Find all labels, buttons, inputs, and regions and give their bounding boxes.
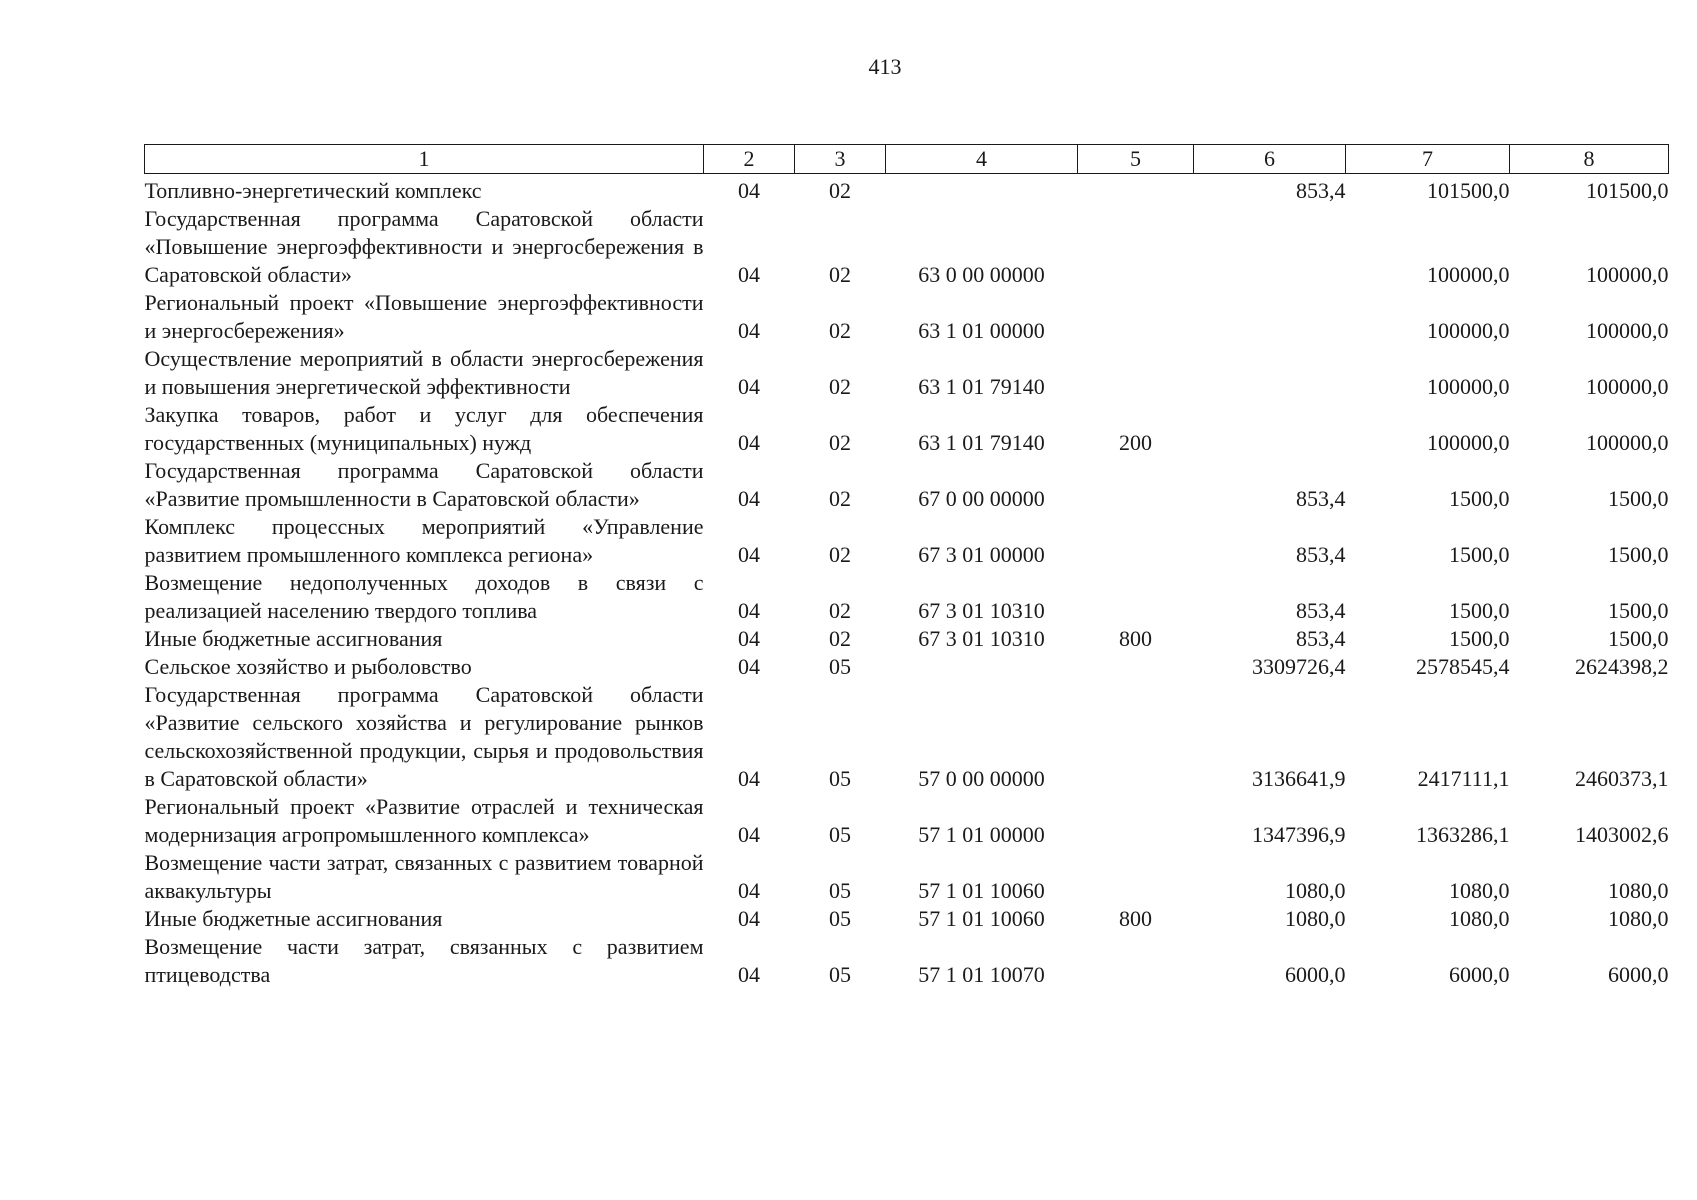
amount-col8: 1500,0 — [1608, 598, 1669, 623]
amount-col6: 853,4 — [1296, 626, 1346, 651]
subsection-code: 05 — [829, 654, 851, 679]
target-article-code: 67 3 01 00000 — [918, 542, 1045, 567]
amount-col7: 1080,0 — [1449, 878, 1510, 903]
subsection-code: 05 — [829, 878, 851, 903]
amount-col8: 100000,0 — [1586, 430, 1669, 455]
table-row — [145, 569, 1669, 625]
amount-col7: 100000,0 — [1427, 262, 1510, 287]
target-article-code: 63 1 01 79140 — [918, 374, 1045, 399]
amount-col7: 2578545,4 — [1416, 654, 1510, 679]
expense-type-code: 800 — [1119, 626, 1152, 651]
expense-type-code — [1078, 849, 1194, 905]
section-code: 04 — [738, 542, 760, 567]
expense-type-code — [1078, 793, 1194, 849]
amount-col8: 2624398,2 — [1575, 654, 1669, 679]
section-code: 04 — [738, 486, 760, 511]
section-code: 04 — [738, 626, 760, 651]
item-name: Возмещение части затрат, связанных с развитием птицеводства — [144, 934, 704, 987]
table-row — [145, 793, 1669, 849]
header-cell: 3 — [795, 145, 886, 174]
amount-col8: 100000,0 — [1586, 318, 1669, 343]
amount-col8: 6000,0 — [1608, 962, 1669, 987]
item-name: Государственная программа Саратовской области «Повышение энергоэффективности и энергосбережения в Саратовской области» — [144, 206, 704, 287]
subsection-code: 05 — [829, 962, 851, 987]
amount-col8: 100000,0 — [1586, 262, 1669, 287]
item-name: Возмещение недополученных доходов в связи с реализацией населению твердого топлива — [144, 570, 704, 623]
table-row — [145, 681, 1669, 793]
table-row — [145, 401, 1669, 457]
target-article-code: 67 3 01 10310 — [918, 626, 1045, 651]
table-row — [145, 345, 1669, 401]
amount-col8: 2460373,1 — [1575, 766, 1669, 791]
expense-type-code — [1078, 289, 1194, 345]
amount-col6: 1347396,9 — [1252, 822, 1346, 847]
amount-col6: 1080,0 — [1285, 906, 1346, 931]
subsection-code: 02 — [829, 430, 851, 455]
item-name: Возмещение части затрат, связанных с развитием товарной аквакультуры — [144, 850, 704, 903]
section-code: 04 — [738, 962, 760, 987]
header-cell: 5 — [1078, 145, 1194, 174]
section-code: 04 — [738, 822, 760, 847]
header-cell: 8 — [1510, 145, 1669, 174]
table-row — [145, 205, 1669, 289]
amount-col8: 1500,0 — [1608, 542, 1669, 567]
amount-col7: 100000,0 — [1427, 374, 1510, 399]
section-code: 04 — [738, 878, 760, 903]
amount-col7: 1500,0 — [1449, 598, 1510, 623]
amount-col6: 1080,0 — [1285, 878, 1346, 903]
item-name: Государственная программа Саратовской области «Развитие промышленности в Саратовской области» — [144, 458, 704, 511]
expense-type-code — [1078, 933, 1194, 989]
section-code: 04 — [738, 430, 760, 455]
amount-col6: 3136641,9 — [1252, 766, 1346, 791]
header-cell: 4 — [886, 145, 1078, 174]
amount-col6 — [1194, 205, 1346, 289]
header-cell: 2 — [704, 145, 795, 174]
header-cell: 6 — [1194, 145, 1346, 174]
amount-col8: 1080,0 — [1608, 878, 1669, 903]
item-name: Комплекс процессных мероприятий «Управление развитием промышленного комплекса региона» — [144, 514, 704, 567]
table-row — [145, 513, 1669, 569]
expense-type-code: 200 — [1119, 430, 1152, 455]
expense-type-code — [1078, 513, 1194, 569]
section-code: 04 — [738, 598, 760, 623]
expense-type-code — [1078, 681, 1194, 793]
subsection-code: 02 — [829, 598, 851, 623]
target-article-code: 57 0 00 00000 — [918, 766, 1045, 791]
amount-col7: 1500,0 — [1449, 626, 1510, 651]
amount-col6 — [1194, 401, 1346, 457]
section-code: 04 — [738, 262, 760, 287]
item-name: Сельское хозяйство и рыболовство — [144, 654, 472, 679]
target-article-code: 57 1 01 10060 — [918, 906, 1045, 931]
subsection-code: 02 — [829, 374, 851, 399]
budget-table — [144, 144, 1669, 989]
table-row — [145, 653, 1669, 681]
item-name: Региональный проект «Повышение энергоэффективности и энергосбережения» — [144, 290, 704, 343]
target-article-code: 57 1 01 10070 — [918, 962, 1045, 987]
target-article-code: 67 3 01 10310 — [918, 598, 1045, 623]
column-number-header — [145, 145, 1669, 174]
amount-col6: 6000,0 — [1285, 962, 1346, 987]
amount-col7: 100000,0 — [1427, 430, 1510, 455]
item-name: Иные бюджетные ассигнования — [144, 626, 443, 651]
item-name: Иные бюджетные ассигнования — [144, 906, 443, 931]
amount-col6 — [1194, 345, 1346, 401]
subsection-code: 05 — [829, 766, 851, 791]
item-name: Закупка товаров, работ и услуг для обеспечения государственных (муниципальных) нужд — [144, 402, 704, 455]
table-row — [145, 625, 1669, 653]
subsection-code: 02 — [829, 486, 851, 511]
amount-col8: 1500,0 — [1608, 486, 1669, 511]
subsection-code: 02 — [829, 318, 851, 343]
amount-col6: 853,4 — [1296, 542, 1346, 567]
expense-type-code — [1078, 569, 1194, 625]
expense-type-code: 800 — [1119, 906, 1152, 931]
section-code: 04 — [738, 318, 760, 343]
subsection-code: 02 — [829, 626, 851, 651]
target-article-code: 63 1 01 00000 — [918, 318, 1045, 343]
expense-type-code — [1078, 174, 1194, 206]
expense-type-code — [1078, 205, 1194, 289]
target-article-code: 67 0 00 00000 — [918, 486, 1045, 511]
table-row — [145, 457, 1669, 513]
table-row — [145, 849, 1669, 905]
amount-col7: 6000,0 — [1449, 962, 1510, 987]
amount-col7: 2417111,1 — [1417, 766, 1510, 791]
subsection-code: 02 — [829, 178, 851, 203]
page-number: 413 — [868, 54, 902, 79]
section-code: 04 — [738, 766, 760, 791]
amount-col7: 101500,0 — [1427, 178, 1510, 203]
amount-col8: 101500,0 — [1586, 178, 1669, 203]
target-article-code: 63 0 00 00000 — [918, 262, 1045, 287]
table-row — [145, 289, 1669, 345]
subsection-code: 02 — [829, 542, 851, 567]
section-code: 04 — [738, 178, 760, 203]
amount-col7: 1500,0 — [1449, 486, 1510, 511]
amount-col6: 853,4 — [1296, 178, 1346, 203]
target-article-code — [886, 174, 1078, 206]
amount-col8: 1080,0 — [1608, 906, 1669, 931]
amount-col6: 853,4 — [1296, 486, 1346, 511]
target-article-code — [886, 653, 1078, 681]
amount-col7: 1363286,1 — [1416, 822, 1510, 847]
expense-type-code — [1078, 457, 1194, 513]
header-cell: 7 — [1346, 145, 1510, 174]
section-code: 04 — [738, 654, 760, 679]
amount-col8: 100000,0 — [1586, 374, 1669, 399]
amount-col6: 3309726,4 — [1252, 654, 1346, 679]
item-name: Региональный проект «Развитие отраслей и техническая модернизация агропромышленного комплекса» — [144, 794, 704, 847]
section-code: 04 — [738, 906, 760, 931]
table-row — [145, 933, 1669, 989]
header-cell: 1 — [145, 145, 704, 174]
subsection-code: 05 — [829, 906, 851, 931]
table-row — [145, 174, 1669, 206]
section-code: 04 — [738, 374, 760, 399]
amount-col6 — [1194, 289, 1346, 345]
target-article-code: 57 1 01 00000 — [918, 822, 1045, 847]
target-article-code: 63 1 01 79140 — [918, 430, 1045, 455]
amount-col7: 1080,0 — [1449, 906, 1510, 931]
amount-col8: 1500,0 — [1608, 626, 1669, 651]
subsection-code: 02 — [829, 262, 851, 287]
subsection-code: 05 — [829, 822, 851, 847]
amount-col8: 1403002,6 — [1575, 822, 1669, 847]
amount-col6: 853,4 — [1296, 598, 1346, 623]
item-name: Осуществление мероприятий в области энергосбережения и повышения энергетической эффективности — [144, 346, 704, 399]
item-name: Топливно-энергетический комплекс — [144, 178, 482, 203]
target-article-code: 57 1 01 10060 — [918, 878, 1045, 903]
amount-col7: 1500,0 — [1449, 542, 1510, 567]
item-name: Государственная программа Саратовской области «Развитие сельского хозяйства и регулирование рынков сельскохозяйственной продукции, сырья и продовольствия в Саратовской области» — [144, 682, 704, 791]
amount-col7: 100000,0 — [1427, 318, 1510, 343]
expense-type-code — [1078, 653, 1194, 681]
expense-type-code — [1078, 345, 1194, 401]
table-row — [145, 905, 1669, 933]
